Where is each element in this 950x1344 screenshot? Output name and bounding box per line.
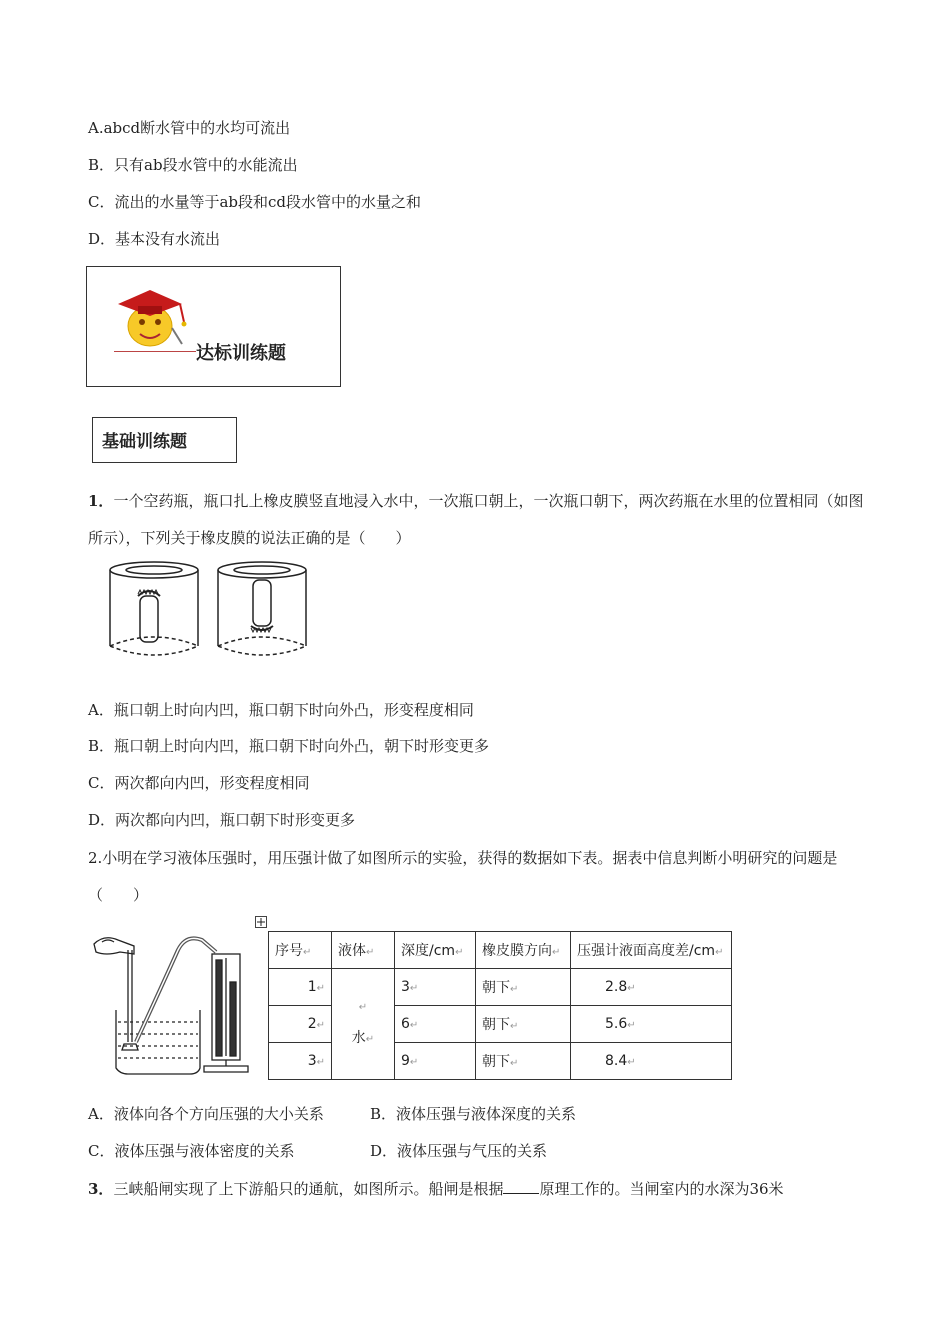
- cell-height: 2.8↵: [571, 969, 732, 1006]
- q2-text: 2.小明在学习液体压强时，用压强计做了如图所示的实验，获得的数据如下表。据表中信息判断小明研究的问题是 （ ）: [88, 849, 853, 904]
- cell-depth: 3↵: [395, 969, 476, 1006]
- cell-direction: 朝下↵: [476, 1043, 571, 1080]
- cell-index: 3↵: [269, 1043, 332, 1080]
- q3-answer-blank[interactable]: [503, 1179, 539, 1194]
- q3-text: [88, 1179, 784, 1199]
- q2-option-a: A．液体向各个方向压强的大小关系: [88, 1105, 324, 1123]
- q1-option-b: B．瓶口朝上时向内凹，瓶口朝下时向外凸，朝下时形变更多: [88, 737, 490, 755]
- q1-number: 1．: [88, 492, 114, 510]
- table-row: [269, 969, 732, 1006]
- header-liquid: 液体↵: [332, 932, 395, 969]
- banner-underline: [114, 351, 196, 352]
- banner-title: 达标训练题: [196, 343, 286, 364]
- q1-option-d: D．两次都向内凹，瓶口朝下时形变更多: [88, 811, 356, 829]
- cell-direction: 朝下↵: [476, 969, 571, 1006]
- header-depth: 深度/cm↵: [395, 932, 476, 969]
- beaker-right: [218, 562, 306, 655]
- data-table: [268, 931, 732, 1080]
- q2-option-d: D．液体压强与气压的关系: [370, 1142, 548, 1160]
- medicine-bottle-figure: [104, 558, 324, 664]
- beaker-left: [110, 562, 198, 655]
- q1-body: 一个空药瓶，瓶口扎上橡皮膜竖直地浸入水中，一次瓶口朝上，一次瓶口朝下，两次药瓶在水里的位置相同（如图所示），下列关于橡皮膜的说法正确的是（ ）: [88, 492, 864, 547]
- cell-direction: 朝下↵: [476, 1006, 571, 1043]
- mascot-doctor-cap-icon: [110, 282, 190, 354]
- cell-index: 2↵: [269, 1006, 332, 1043]
- q3-body-before: 三峡船闸实现了上下游船只的通航，如图所示。船闸是根据: [113, 1180, 504, 1198]
- cell-height: 5.6↵: [571, 1006, 732, 1043]
- q1-text: [88, 483, 868, 557]
- q1-option-a: A．瓶口朝上时向内凹，瓶口朝下时向外凸，形变程度相同: [88, 701, 474, 719]
- cell-height: 8.4↵: [571, 1043, 732, 1080]
- q1-option-c: C．两次都向内凹，形变程度相同: [88, 774, 310, 792]
- table-header-row: [269, 932, 732, 969]
- header-membrane-direction: 橡皮膜方向↵: [476, 932, 571, 969]
- q3-body-after: 原理工作的。当闸室内的水深为36米: [539, 1180, 784, 1198]
- q3-number: 3．: [88, 1180, 114, 1198]
- header-height-difference: 压强计液面高度差/cm↵: [571, 932, 732, 969]
- cell-depth: 9↵: [395, 1043, 476, 1080]
- header-index: 序号↵: [269, 932, 332, 969]
- prev-option-b: B．只有ab段水管中的水能流出: [88, 156, 298, 174]
- table-move-handle-icon[interactable]: [255, 916, 267, 928]
- prev-option-d: D．基本没有水流出: [88, 230, 221, 248]
- cell-index: 1↵: [269, 969, 332, 1006]
- section-title: 基础训练题: [102, 432, 187, 452]
- q2-option-b: B．液体压强与液体深度的关系: [370, 1105, 577, 1123]
- pressure-gauge-figure: [90, 930, 250, 1080]
- cell-depth: 6↵: [395, 1006, 476, 1043]
- q2-option-c: C．液体压强与液体密度的关系: [88, 1142, 295, 1160]
- prev-option-c: C．流出的水量等于ab段和cd段水管中的水量之和: [88, 193, 422, 211]
- prev-option-a: A.abcd断水管中的水均可流出: [88, 119, 291, 137]
- cell-liquid: ↵ 水↵: [332, 969, 395, 1080]
